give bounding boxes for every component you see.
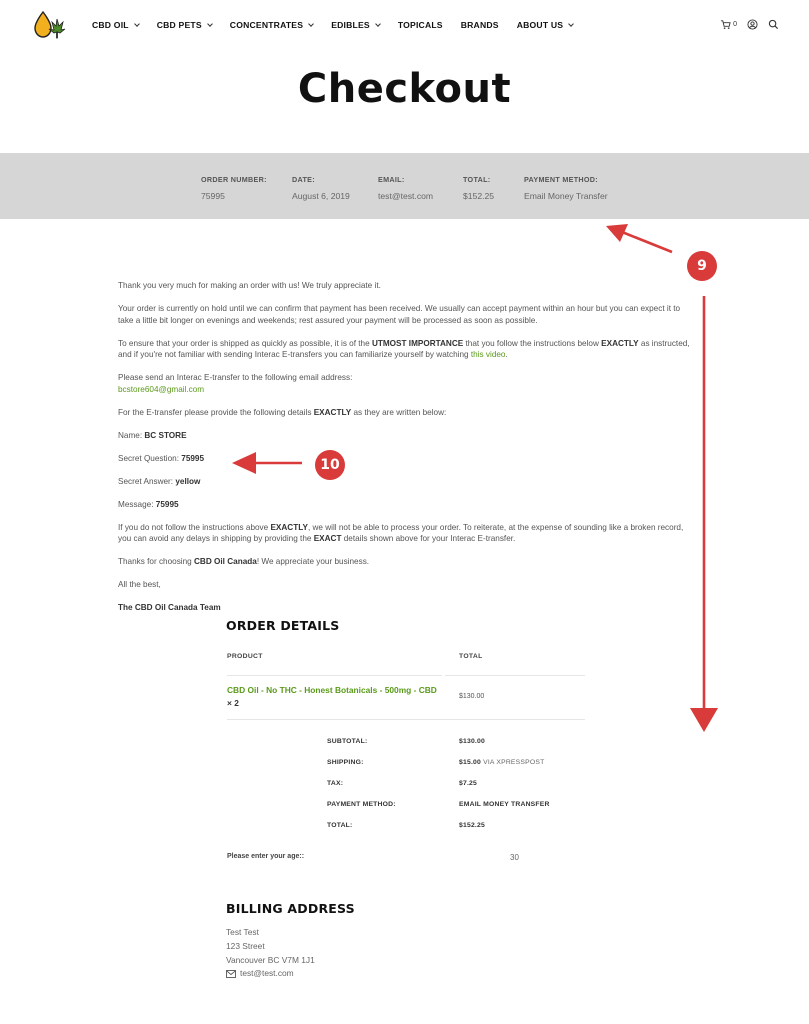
detail-value: 75995 [155, 499, 179, 509]
warning-text [118, 522, 693, 545]
nav-label: CONCENTRATES [229, 20, 304, 30]
order-total-value: $152.25 [463, 191, 495, 201]
detail-label: Secret Answer: [118, 476, 176, 486]
tax-value: $7.25 [459, 780, 478, 787]
billing-name: Test Test [226, 927, 259, 937]
order-number-value: 75995 [201, 191, 225, 201]
annotation-badge-10: 10 [315, 450, 345, 480]
video-link[interactable]: this video [470, 350, 506, 359]
order-overview [0, 153, 809, 219]
age-label: Please enter your age:: [227, 853, 305, 860]
subtotal-label: SUBTOTAL: [327, 738, 368, 745]
detail-label: Secret Question: [118, 453, 182, 463]
chevron-down-icon [568, 21, 574, 27]
shipping-amount: $15.00 [459, 759, 481, 766]
cart-button[interactable] [720, 19, 737, 30]
emphasis: CBD Oil Canada [194, 557, 257, 566]
product-total: $130.00 [459, 693, 485, 700]
order-instructions [118, 280, 693, 625]
thanks-text [118, 556, 693, 568]
billing-email: test@test.com [240, 968, 294, 979]
divider [227, 719, 585, 720]
site-header [0, 0, 809, 52]
col-header-total: TOTAL [459, 653, 483, 660]
payment-method-row-value: EMAIL MONEY TRANSFER [459, 801, 550, 808]
search-icon[interactable] [768, 19, 779, 30]
order-email-label: EMAIL: [378, 175, 405, 184]
shipping-method: VIA XPRESSPOST [481, 759, 545, 766]
nav-label: CBD OIL [92, 20, 129, 30]
emphasis: EXACTLY [313, 407, 352, 417]
chevron-down-icon [308, 21, 314, 27]
detail-message [118, 499, 693, 511]
nav-item-cbd-oil[interactable] [92, 20, 139, 30]
nav-item-cbd-pets[interactable] [157, 20, 212, 30]
text-span: Please send an Interac E-transfer to the following email address: [118, 373, 353, 382]
account-icon[interactable] [747, 19, 758, 30]
payment-method-value: Email Money Transfer [524, 191, 608, 201]
col-header-product: PRODUCT [227, 653, 263, 660]
nav-item-edibles[interactable] [331, 20, 380, 30]
nav-label: TOPICALS [397, 20, 443, 30]
billing-address [226, 926, 315, 981]
billing-city: Vancouver BC V7M 1J1 [226, 954, 315, 965]
text-span: as instructed, and if you're not familiar with sending Interac E-transfers you can familiarize yourself by watching [118, 338, 690, 359]
payment-method-row-label: PAYMENT METHOD: [327, 801, 396, 808]
order-email [378, 175, 433, 201]
order-date-label: DATE: [292, 175, 315, 184]
product-quantity: × 2 [227, 698, 239, 708]
thank-you-text: Thank you very much for making an order with us! We truly appreciate it. [118, 281, 381, 290]
text-span: details shown above for your Interac E-transfer. [341, 534, 516, 543]
chevron-down-icon [134, 21, 140, 27]
detail-label: Name: [118, 430, 145, 440]
detail-name [118, 430, 693, 442]
importance-text [118, 338, 693, 361]
cart-icon [720, 19, 731, 30]
order-email-value: test@test.com [378, 191, 434, 201]
order-date [292, 175, 350, 201]
shipping-label: SHIPPING: [327, 759, 364, 766]
emphasis: UTMOST IMPORTANCE [371, 338, 464, 348]
nav-label: BRANDS [460, 20, 499, 30]
text-span: , we will not be able to process your order. To reiterate, at the expense of sounding like a broken record, you can avoid any delays in shipping by providing the [118, 522, 684, 543]
send-to-text [118, 372, 693, 395]
order-total [463, 175, 494, 201]
billing-email-row [226, 967, 315, 981]
detail-value: BC STORE [144, 430, 187, 440]
on-hold-text: Your order is currently on hold until we can confirm that payment has been received. We usually can accept payment within an hour but you can expect it to take a little bit longer on evenings and weekends; rest assured your payment will be processed as soon as possible. [118, 304, 681, 325]
shipping-value [459, 759, 544, 766]
nav-item-topicals[interactable] [398, 20, 443, 30]
text-span: ! We appreciate your business. [256, 557, 370, 566]
order-total-label: TOTAL: [463, 175, 491, 184]
cart-count: 0 [733, 21, 737, 28]
main-nav [92, 20, 591, 30]
logo-icon[interactable] [32, 10, 66, 40]
text-span: For the E-transfer please provide the following details [118, 407, 314, 417]
nav-label: ABOUT US [516, 20, 564, 30]
detail-value: 75995 [181, 453, 205, 463]
divider [445, 675, 585, 676]
order-number-label: ORDER NUMBER: [201, 175, 267, 184]
emphasis: EXACTLY [270, 522, 308, 532]
age-value: 30 [510, 853, 519, 862]
details-intro-text [118, 407, 693, 419]
text-span: as they are written below: [351, 407, 447, 417]
envelope-icon [226, 970, 236, 978]
nav-label: CBD PETS [156, 20, 202, 30]
grand-total-label: TOTAL: [327, 822, 353, 829]
etransfer-email-link[interactable]: bcstore604@gmail.com [118, 384, 205, 394]
chevron-down-icon [375, 21, 381, 27]
nav-label: EDIBLES [331, 20, 370, 30]
text-span: Thanks for choosing [118, 557, 195, 566]
emphasis: The CBD Oil Canada Team [118, 603, 221, 612]
billing-address-title: BILLING ADDRESS [226, 901, 355, 916]
annotation-badge-9: 9 [687, 251, 717, 281]
detail-secret-answer [118, 476, 693, 488]
chevron-down-icon [207, 21, 213, 27]
team-signature [118, 602, 693, 614]
product-link[interactable]: CBD Oil - No THC - Honest Botanicals - 500mg - CBD [227, 685, 437, 695]
arrow-9-down [690, 296, 718, 732]
detail-secret-question [118, 453, 693, 465]
product-row [227, 684, 442, 710]
header-icons [720, 19, 779, 30]
emphasis: EXACT [313, 534, 342, 543]
emphasis: EXACTLY [601, 338, 639, 348]
payment-method-label: PAYMENT METHOD: [524, 175, 598, 184]
text-span: . [505, 350, 508, 359]
subtotal-value: $130.00 [459, 738, 485, 745]
detail-label: Message: [118, 499, 156, 509]
text-span: that you follow the instructions below [463, 338, 602, 348]
divider [227, 675, 442, 676]
nav-item-concentrates[interactable] [230, 20, 313, 30]
arrow-9-diagonal [606, 224, 672, 252]
sign-off-text: All the best, [118, 580, 161, 589]
detail-value: yellow [175, 476, 201, 486]
order-date-value: August 6, 2019 [292, 191, 350, 201]
page-title: Checkout [297, 66, 512, 112]
text-span: To ensure that your order is shipped as quickly as possible, it is of the [118, 338, 372, 348]
nav-item-about-us[interactable] [517, 20, 573, 30]
nav-item-brands[interactable] [461, 20, 499, 30]
order-number [201, 175, 267, 201]
text-span: If you do not follow the instructions above [118, 522, 271, 532]
billing-street: 123 Street [226, 940, 265, 951]
tax-label: TAX: [327, 780, 344, 787]
order-payment-method [524, 175, 608, 201]
grand-total-value: $152.25 [459, 822, 485, 829]
order-details-title: ORDER DETAILS [226, 618, 340, 633]
